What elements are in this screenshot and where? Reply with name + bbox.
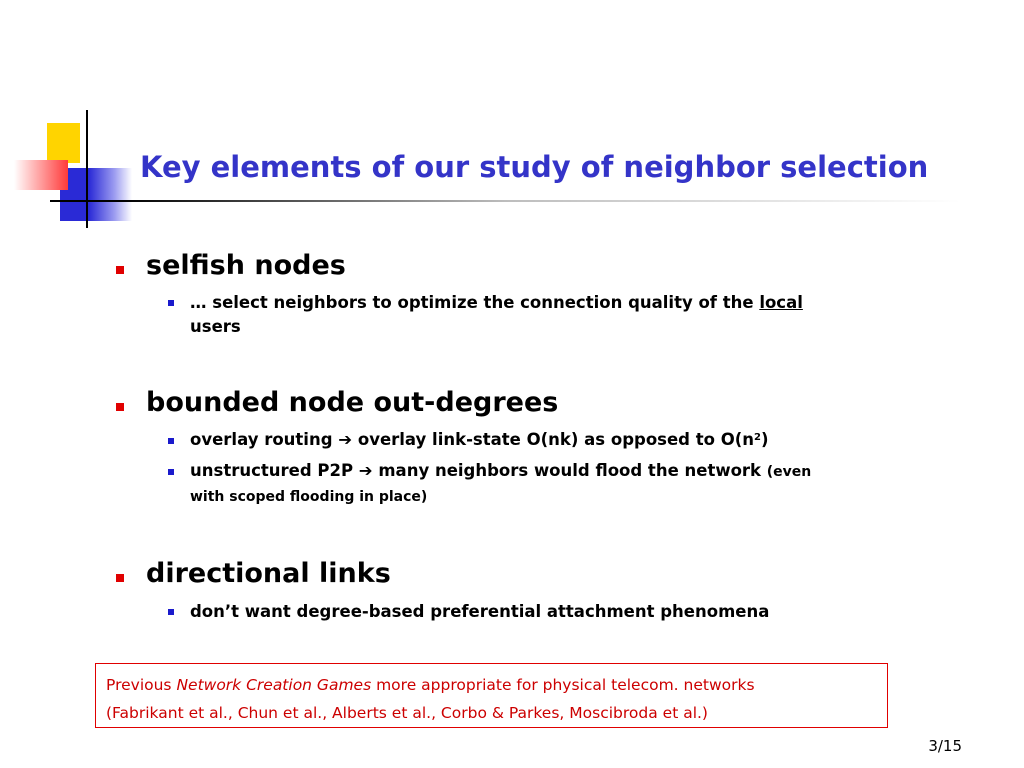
- list-item-text: ): [760, 430, 769, 449]
- list-item-text: overlay link-state O(nk) as opposed to O(n: [352, 430, 755, 449]
- list-item: [190, 428, 769, 452]
- bullet-level1: [116, 403, 124, 411]
- bullet-level1: [116, 574, 124, 582]
- decor-vertical-line: [86, 110, 88, 228]
- list-item-aside: (even: [766, 464, 812, 480]
- section-heading: bounded node out-degrees: [146, 387, 559, 418]
- note-references: (Fabrikant et al., Chun et al., Alberts et al., Corbo & Parkes, Moscibroda et al.): [106, 704, 708, 722]
- bullet-level2: [168, 609, 174, 615]
- right-arrow-icon: ➔: [358, 461, 373, 480]
- bullet-level2: [168, 300, 174, 306]
- note-text: more appropriate for physical telecom. networks: [371, 676, 755, 694]
- note-text: Previous: [106, 676, 177, 694]
- list-item-aside-cont: with scoped flooding in place): [190, 489, 428, 505]
- bullet-level1: [116, 266, 124, 274]
- list-item: [190, 459, 811, 509]
- list-item-text: overlay routing: [190, 430, 339, 449]
- list-item-text: don’t want degree-based preferential attachment phenomena: [190, 602, 770, 621]
- note-box: [95, 663, 888, 728]
- decor-yellow-square: [47, 123, 80, 163]
- list-item-text-cont: users: [190, 317, 241, 336]
- note-italic-text: Network Creation Games: [176, 676, 372, 694]
- underlined-text: local: [759, 293, 803, 312]
- list-item: [190, 291, 803, 339]
- bullet-level2: [168, 469, 174, 475]
- list-item-text: many neighbors would flood the network: [372, 461, 767, 480]
- list-item: [190, 600, 769, 624]
- section-heading: directional links: [146, 558, 391, 589]
- list-item-text: unstructured P2P: [190, 461, 359, 480]
- decor-red-square: [14, 160, 68, 190]
- page-number: 3/15: [928, 737, 962, 755]
- right-arrow-icon: ➔: [338, 430, 353, 449]
- title-underline: [50, 200, 960, 202]
- list-item-text: … select neighbors to optimize the connection quality of the: [190, 293, 760, 312]
- decor-blue-square: [60, 168, 132, 221]
- section-heading: selfish nodes: [146, 250, 346, 281]
- superscript: 2: [754, 432, 761, 443]
- slide-title: Key elements of our study of neighbor selection: [140, 150, 929, 184]
- bullet-level2: [168, 438, 174, 444]
